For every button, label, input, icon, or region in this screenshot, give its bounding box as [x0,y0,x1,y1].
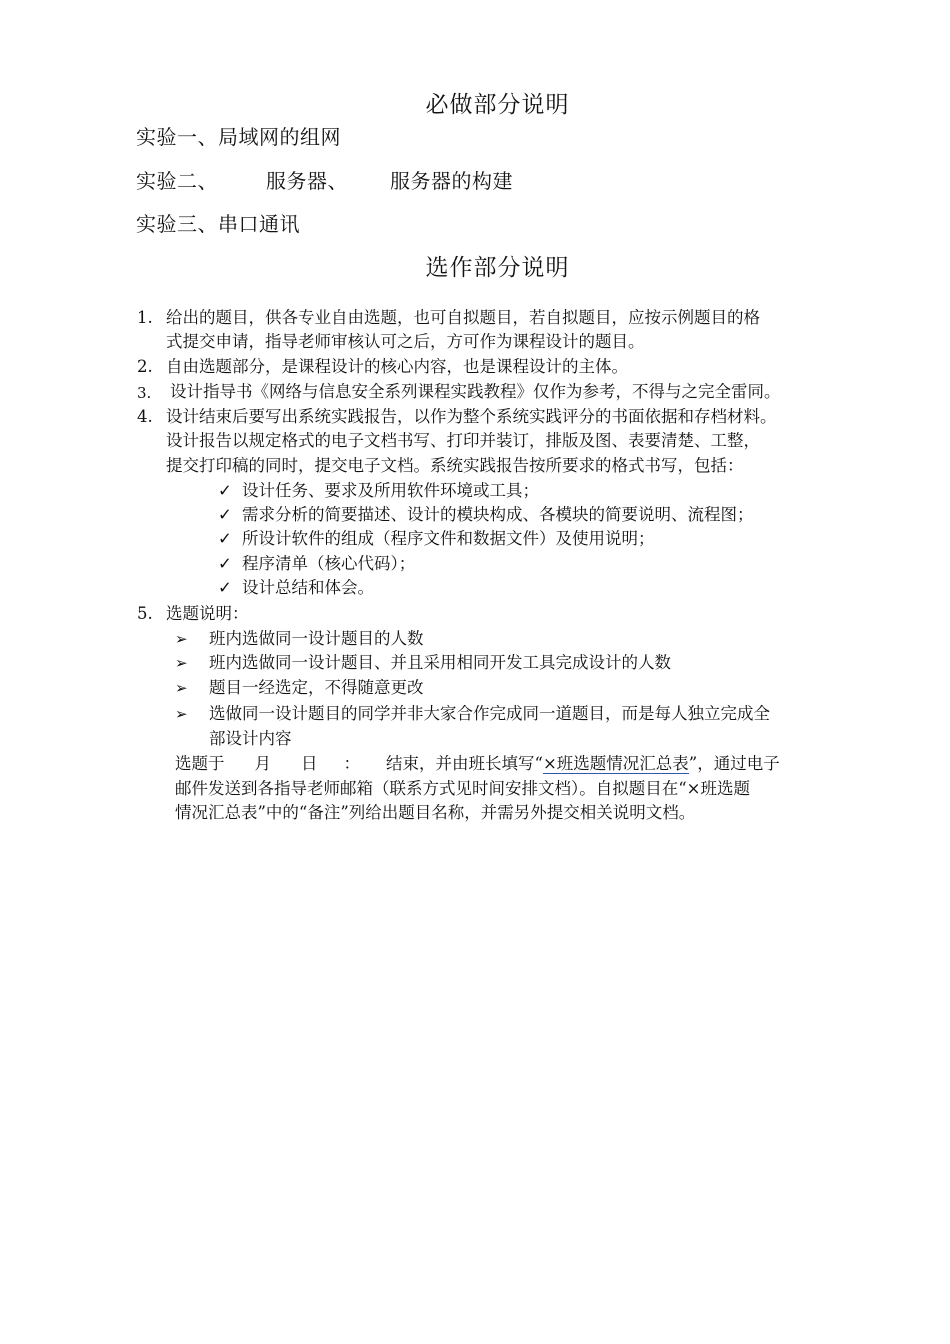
item-4-line-1: 设计结束后要写出系统实践报告，以作为整个系统实践评分的书面依据和存档材料。 [166,407,777,426]
check-item-2 [218,503,754,528]
arrow-bullet-icon: ➢ [175,630,188,648]
item-2-line-1: 自由选题部分，是课程设计的核心内容，也是课程设计的主体。 [166,357,628,376]
item-1-number: 1. [137,308,153,327]
experiment-2-server-b: 服务器的构建 [390,169,513,193]
check-item-3 [218,527,655,552]
arrow-bullet-icon: ➢ [175,679,188,697]
item-5-number: 5. [137,604,153,623]
arrow-item-3 [175,676,424,701]
final-paragraph-line-2: 邮件发送到各指导老师邮箱（联系方式见时间安排文档）。自拟题目在“×班选题 [175,779,751,798]
arrow-item-text: 班内选做同一设计题目的人数 [209,629,424,648]
check-icon: ✓ [218,505,232,524]
final-text-b: ”，通过电子 [688,754,780,773]
item-4-line-3: 提交打印稿的同时，提交电子文档。系统实践报告按所要求的格式书写，包括： [166,456,744,475]
optional-section-title: 选作部分说明 [425,255,570,281]
arrow-item-1 [175,627,424,652]
arrow-item-4-line-2: 部设计内容 [209,729,292,748]
check-item-text: 设计任务、要求及所用软件环境或工具； [242,481,539,500]
final-text-a: 结束，并由班长填写“ [386,754,543,773]
check-item-4 [218,552,415,577]
item-4-line-2: 设计报告以规定格式的电子文档书写、打印并装订，排版及图、表要清楚、工整， [166,431,760,450]
day-label: 日 [301,754,318,773]
arrow-bullet-icon: ➢ [175,654,188,672]
check-item-text: 设计总结和体会。 [242,578,374,597]
item-3-line-1: 设计指导书《网络与信息安全系列课程实践教程》仅作为参考，不得与之完全雷同。 [170,382,781,401]
check-icon: ✓ [218,481,232,500]
experiment-3: 实验三、串口通讯 [136,212,300,236]
check-icon: ✓ [218,554,232,573]
experiment-2-server-a: 服务器、 [266,169,348,193]
check-item-1 [218,479,539,504]
arrow-bullet-icon: ➢ [175,705,188,723]
check-item-text: 所设计软件的组成（程序文件和数据文件）及使用说明； [242,529,655,548]
item-1-line-2: 式提交申请，指导老师审核认可之后，方可作为课程设计的题目。 [166,332,645,351]
experiment-1: 实验一、局域网的组网 [136,125,341,149]
arrow-item-2 [175,651,671,676]
check-item-5 [218,576,374,601]
final-paragraph-line-1 [175,752,780,777]
required-section-title: 必做部分说明 [425,92,570,118]
summary-table-link[interactable]: ×班选题情况汇总表 [542,754,689,773]
colon-label: ： [343,754,360,773]
experiment-2-prefix: 实验二、 [136,169,218,193]
month-label: 月 [254,754,271,773]
item-5-line-1: 选题说明： [166,604,249,623]
arrow-item-4 [175,702,770,727]
arrow-item-text: 选做同一设计题目的同学并非大家合作完成同一道题目，而是每人独立完成全 [209,704,770,723]
final-paragraph-line-3: 情况汇总表”中的“备注”列给出题目名称，并需另外提交相关说明文档。 [175,803,696,822]
select-date-label: 选题于 [175,754,225,773]
check-item-text: 程序清单（核心代码）； [242,554,416,573]
item-2-number: 2. [137,357,153,376]
check-icon: ✓ [218,529,232,548]
item-4-number: 4. [137,407,153,426]
arrow-item-text: 班内选做同一设计题目、并且采用相同开发工具完成设计的人数 [209,653,671,672]
item-3-number: 3. [137,384,152,402]
check-icon: ✓ [218,578,232,597]
item-1-line-1: 给出的题目，供各专业自由选题，也可自拟题目，若自拟题目，应按示例题目的格 [166,308,760,327]
experiment-2 [136,165,513,194]
check-item-text: 需求分析的简要描述、设计的模块构成、各模块的简要说明、流程图； [242,505,754,524]
arrow-item-text: 题目一经选定，不得随意更改 [209,678,424,697]
